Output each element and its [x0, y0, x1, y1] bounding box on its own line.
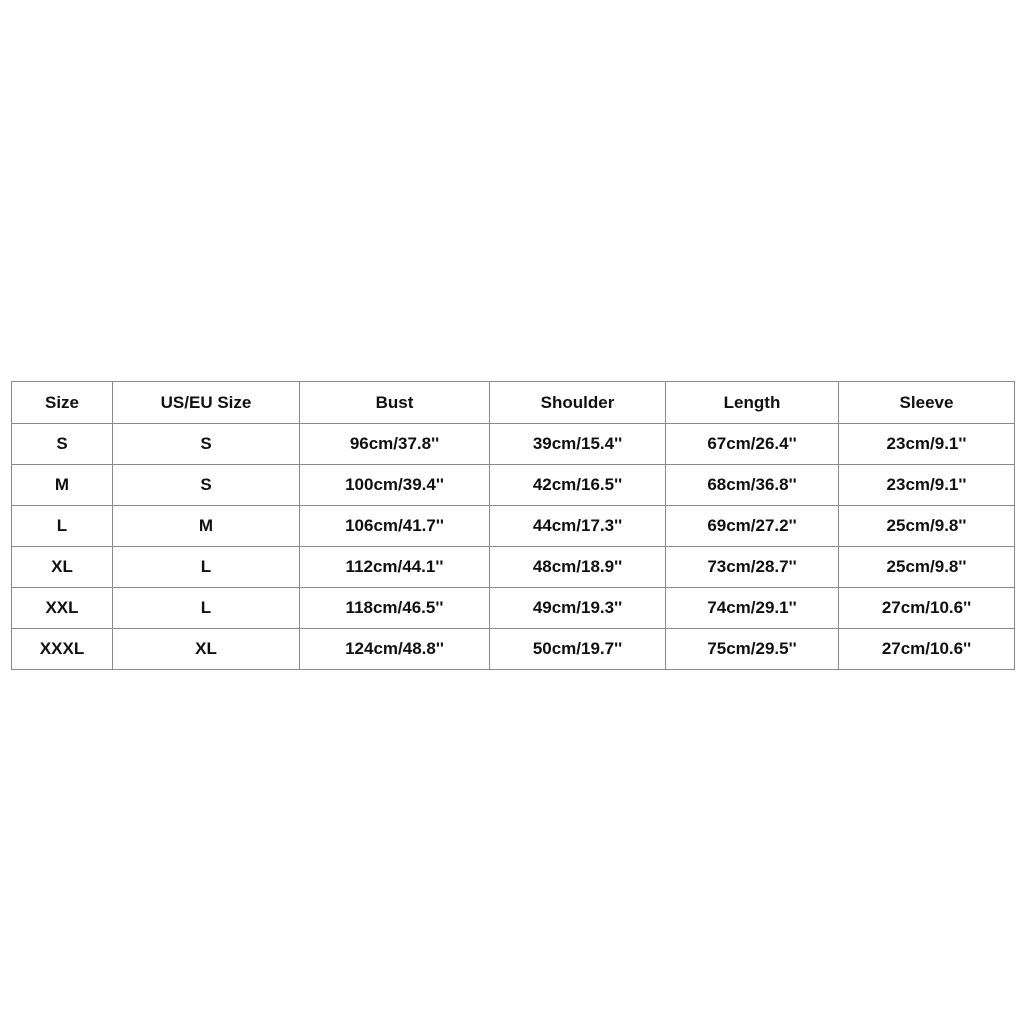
cell-size: S: [12, 424, 113, 465]
header-size: Size: [12, 382, 113, 424]
cell-bust: 100cm/39.4'': [300, 465, 490, 506]
cell-sleeve: 23cm/9.1'': [839, 465, 1015, 506]
cell-us-eu-size: S: [113, 424, 300, 465]
header-sleeve: Sleeve: [839, 382, 1015, 424]
cell-size: XL: [12, 547, 113, 588]
cell-size: XXXL: [12, 629, 113, 670]
cell-sleeve: 27cm/10.6'': [839, 629, 1015, 670]
cell-size: M: [12, 465, 113, 506]
table-row: [12, 465, 1015, 506]
cell-sleeve: 23cm/9.1'': [839, 424, 1015, 465]
cell-size: L: [12, 506, 113, 547]
table-row: [12, 424, 1015, 465]
size-chart-table: [11, 381, 1015, 670]
cell-sleeve: 27cm/10.6'': [839, 588, 1015, 629]
cell-length: 69cm/27.2'': [666, 506, 839, 547]
cell-us-eu-size: L: [113, 588, 300, 629]
cell-length: 74cm/29.1'': [666, 588, 839, 629]
header-shoulder: Shoulder: [490, 382, 666, 424]
cell-shoulder: 39cm/15.4'': [490, 424, 666, 465]
cell-bust: 112cm/44.1'': [300, 547, 490, 588]
header-bust: Bust: [300, 382, 490, 424]
header-length: Length: [666, 382, 839, 424]
cell-size: XXL: [12, 588, 113, 629]
cell-bust: 124cm/48.8'': [300, 629, 490, 670]
cell-sleeve: 25cm/9.8'': [839, 547, 1015, 588]
cell-shoulder: 50cm/19.7'': [490, 629, 666, 670]
cell-shoulder: 48cm/18.9'': [490, 547, 666, 588]
cell-sleeve: 25cm/9.8'': [839, 506, 1015, 547]
cell-length: 68cm/36.8'': [666, 465, 839, 506]
cell-bust: 96cm/37.8'': [300, 424, 490, 465]
cell-length: 73cm/28.7'': [666, 547, 839, 588]
cell-us-eu-size: XL: [113, 629, 300, 670]
header-us-eu-size: US/EU Size: [113, 382, 300, 424]
cell-us-eu-size: L: [113, 547, 300, 588]
cell-length: 67cm/26.4'': [666, 424, 839, 465]
cell-us-eu-size: S: [113, 465, 300, 506]
cell-length: 75cm/29.5'': [666, 629, 839, 670]
cell-us-eu-size: M: [113, 506, 300, 547]
table-row: [12, 547, 1015, 588]
cell-shoulder: 49cm/19.3'': [490, 588, 666, 629]
cell-bust: 118cm/46.5'': [300, 588, 490, 629]
table-header-row: [12, 382, 1015, 424]
cell-shoulder: 44cm/17.3'': [490, 506, 666, 547]
table-row: [12, 588, 1015, 629]
table-row: [12, 629, 1015, 670]
cell-shoulder: 42cm/16.5'': [490, 465, 666, 506]
table-row: [12, 506, 1015, 547]
cell-bust: 106cm/41.7'': [300, 506, 490, 547]
